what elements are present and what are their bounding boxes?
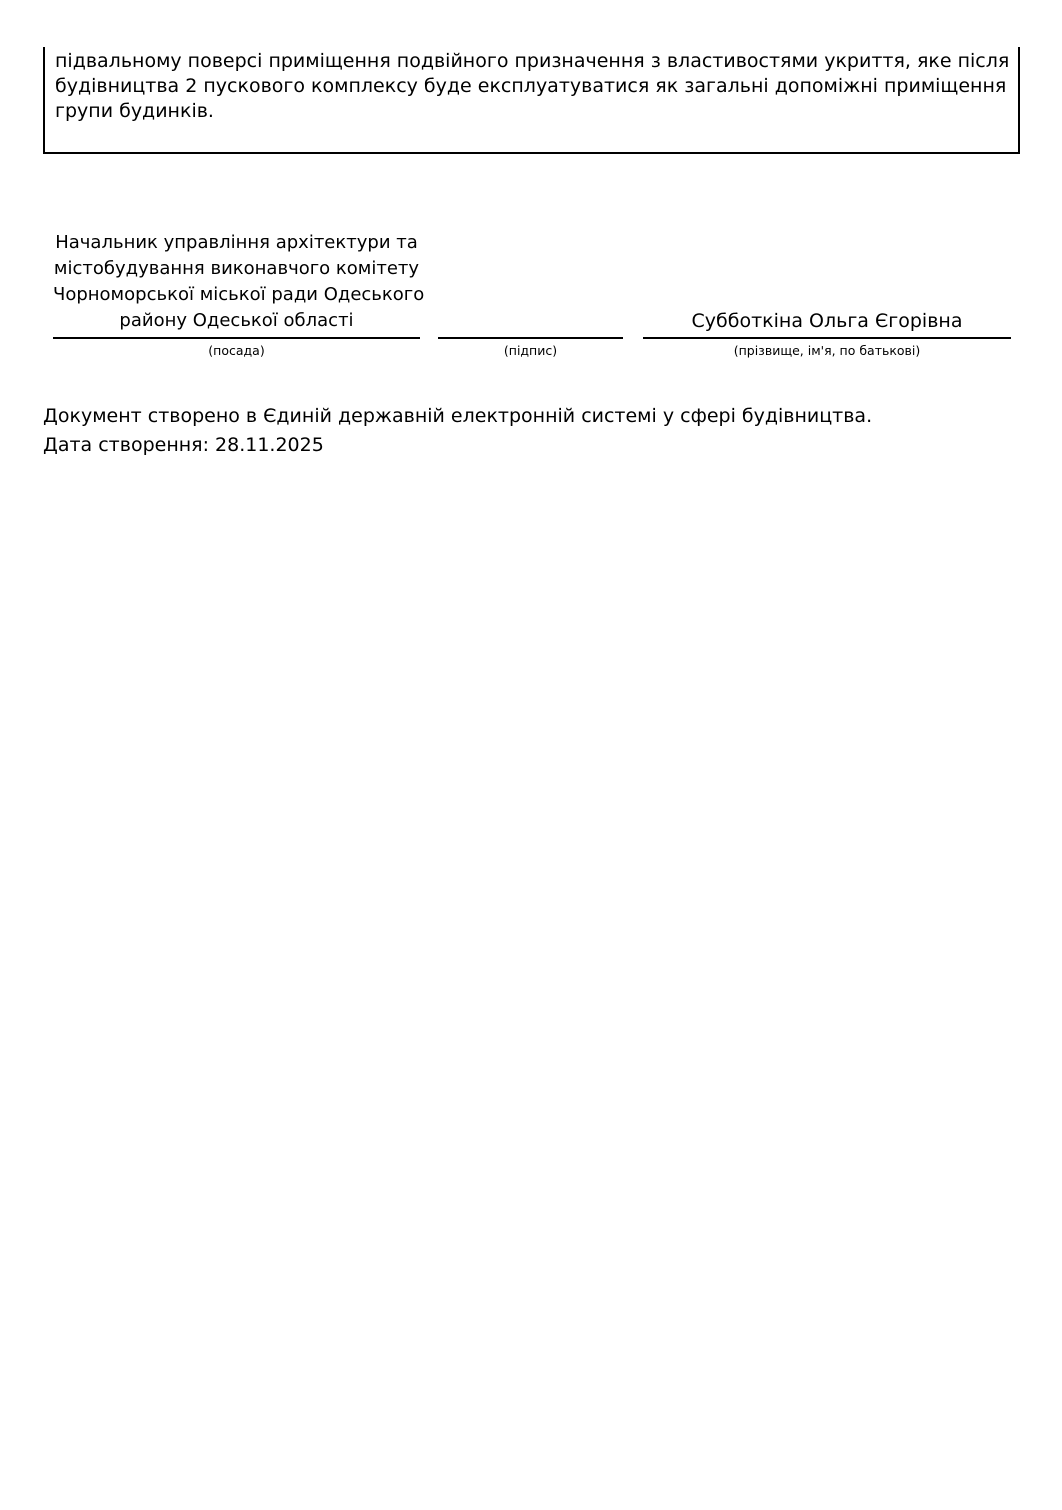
position-title-line: містобудування виконавчого комітету: [53, 258, 420, 279]
position-title: [53, 230, 425, 339]
position-label: (посада): [208, 343, 265, 358]
signature-label: (підпис): [503, 343, 558, 358]
footer-date-text: Дата створення: 28.11.2025: [43, 434, 324, 456]
signature-line: [438, 324, 623, 339]
position-column: [53, 230, 425, 358]
position-title-line: району Одеської області: [119, 310, 354, 331]
position-title-line: Начальник управління архітектури та: [55, 232, 418, 253]
name-column: [643, 308, 1011, 358]
signature-column: [438, 324, 623, 358]
footer: [43, 402, 872, 460]
continuation-text: підвальному поверсі приміщення подвійного призначення з властивостями укриття, яке після будівництва 2 пускового комплексу буде експлуатуватися як загальні допоміжні приміщення групи будинків.: [55, 50, 1010, 122]
name-label: (прізвище, ім'я, по батькові): [733, 343, 921, 358]
signature-block: [53, 230, 1011, 358]
signatory-name: Субботкіна Ольга Єгорівна: [643, 308, 1011, 339]
position-title-line: Чорноморської міської ради Одеського: [53, 284, 425, 305]
continuation-text-box: [43, 47, 1020, 154]
footer-created-text: Документ створено в Єдиній державній електронній системі у сфері будівництва.: [43, 405, 873, 427]
